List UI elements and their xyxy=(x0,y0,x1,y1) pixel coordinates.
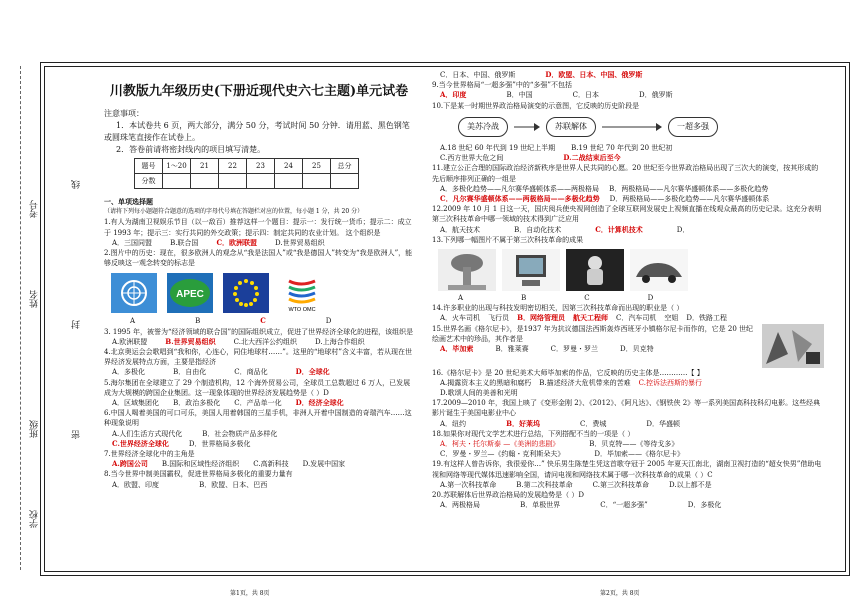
side-school-label: 学校 xyxy=(30,510,40,528)
q10-flow-diagram xyxy=(458,117,824,137)
q13-label-c: C xyxy=(584,294,590,303)
q4-option-d: D．全球化 xyxy=(295,367,330,377)
q15-block xyxy=(432,324,824,368)
q5-option-c: C．产品单一化 xyxy=(234,399,282,408)
question-6: 6.中国人喝着美国的可口可乐，美国人用着韩国的三星手机，非洲人开着中国制造的奇瑞汽车……这种现象说明 xyxy=(104,409,412,428)
q18-option-c: C．罗曼・罗兰—《约翰・克利斯朵夫》 xyxy=(440,450,565,459)
question-8: 8.当今世界中制美国霸权，促进世界格局多极化的重要力量有 xyxy=(104,470,293,479)
flow-node-ussr: 苏联解体 xyxy=(546,117,596,137)
q16-option-b: B.描述经济大危机带来的苦难 xyxy=(539,378,631,387)
apec-logo-image xyxy=(166,272,214,314)
q4-option-b: B．自由化 xyxy=(173,368,207,377)
guernica-painting-image xyxy=(762,324,824,368)
question-15: 15.世界名画《格尔尼卡》，是1937 年为抗议德国法西斯轰炸西班牙小镇格尔尼卡而作的，它是 20 世纪绘画艺术中的珍品，其作者是 xyxy=(432,324,754,343)
q16-options-1 xyxy=(440,378,824,388)
q17-option-b: B．好莱坞 xyxy=(506,418,540,428)
question-16: 16.《格尔尼卡》是 20 世纪美术大师毕加索的作品，它反映的历史主体是…………【 】 xyxy=(432,368,704,377)
score-head-cell: 23 xyxy=(247,159,275,174)
score-cell[interactable] xyxy=(219,174,247,189)
q9-option-d: D．俄罗斯 xyxy=(638,91,673,100)
q14-options xyxy=(440,313,824,323)
q19-option-d: D.以上都不是 xyxy=(669,480,712,489)
q10-option-a: A.18 世纪 60 年代到 19 世纪上半期 xyxy=(440,144,556,153)
wto-text: WTO OMC xyxy=(288,307,316,314)
q3-option-d: D.上海合作组织 xyxy=(314,337,365,346)
right-page xyxy=(432,70,824,511)
question-2: 2.图片中的历史：现在，很多欧洲人的观念从“我是法国人”或“我是德国人”转变为“我是欧洲人”，能够反映这一观念转变的标志是 xyxy=(104,249,413,268)
q15-option-d: D．贝克特 xyxy=(619,345,654,354)
q3-option-c: C.北大西洋公约组织 xyxy=(233,337,297,346)
q20-option-a: A．两极格局 xyxy=(440,501,481,510)
un-logo-image xyxy=(110,272,158,314)
side-seal-1: 密 xyxy=(72,430,82,439)
q14-option-a: A．火车司机 xyxy=(440,314,481,323)
question-13: 13.下列哪一幅图片不属于第三次科技革命的成果 xyxy=(432,235,584,244)
q14-option-c: C．汽车司机 xyxy=(615,314,657,323)
eu-flag-image xyxy=(222,272,270,314)
q1-option-a: A．三国同盟 xyxy=(112,238,153,247)
computer-image xyxy=(502,249,560,291)
q20-option-c: C．“一超多强” xyxy=(600,501,648,510)
arrow-right-icon xyxy=(602,122,662,132)
score-cell[interactable] xyxy=(247,174,275,189)
q18-option-b: B．贝克特——《等待戈多》 xyxy=(589,440,679,449)
q1-option-c: C．欧洲联盟 xyxy=(216,237,258,247)
q6-option-c: C.世界经济全球化 xyxy=(112,438,169,448)
score-head-cell: 总分 xyxy=(331,159,359,174)
q7-options xyxy=(112,459,414,469)
score-row-label: 分数 xyxy=(135,174,163,189)
q15-option-a: A．毕加索 xyxy=(440,344,474,354)
question-14: 14.许多职业的出现与科技发明密切相关，因第三次科技革命而出现的职业是（ ） xyxy=(432,304,684,313)
score-head-cell: 25 xyxy=(303,159,331,174)
question-19: 19.有这样人曾告诉你，我很爱你…” 快乐男生陈楚生凭这首歌夺冠于 2005 年夏天江南北，湖南卫视打造的“超女快男”借助电视和网络等现代媒体迅速影响全国，请问电视和网络技术属于哪一次科技革命的成果（ ）C xyxy=(432,460,822,479)
score-head-cell: 21 xyxy=(191,159,219,174)
q14-option-a2: 飞行员 xyxy=(488,314,510,323)
flow-node-one-super: 一超多强 xyxy=(668,117,718,137)
q2-label-b: B xyxy=(195,317,201,326)
section1-title: 一、单项选择题 xyxy=(104,197,153,206)
score-head-cell: 1～20 xyxy=(163,159,191,174)
q19-option-b: B.第二次科技革命 xyxy=(516,480,573,489)
question-11: 11.建立公正合理的国际政治经济新秩序是世界人民共同的心愿。20 世纪至今世界政治格局出现了三次大的演变，按其形成的先后顺序排列正确的一组是 xyxy=(432,164,819,183)
q7-option-b: B.国际和区域性经济组织 xyxy=(161,460,240,469)
q5-option-a: A．区域集团化 xyxy=(112,399,160,408)
q14-option-d: D．铁路工程 xyxy=(686,314,727,323)
notes-2: 2．答卷前请将密封线内的项目填写清楚。 xyxy=(116,145,266,154)
q20-options xyxy=(440,500,824,510)
q18-option-d: D．毕加索——《格尔尼卡》 xyxy=(594,450,684,459)
score-cell[interactable] xyxy=(303,174,331,189)
q15-option-b: B．雅莱赛 xyxy=(495,345,529,354)
side-number-label: 考号 xyxy=(30,200,40,218)
score-cell[interactable] xyxy=(163,174,191,189)
question-18: 18.如果你对现代文学艺术进行总结，下列搭配不当的一项是（ ） xyxy=(432,429,635,438)
q19-options xyxy=(440,480,824,490)
q7-option-d: D.发展中国家 xyxy=(302,460,346,469)
notes-1: 1．本试卷共 6 页，两大部分，满分 50 分，考试时间 50 分钟．请用蓝、黑色钢笔或圆珠笔直接作在试卷上。 xyxy=(104,121,410,142)
score-head-cell: 22 xyxy=(219,159,247,174)
q20-option-d: D．多极化 xyxy=(687,501,722,510)
q9-option-a: A．印度 xyxy=(440,90,467,100)
question-10: 10.下是某一时期世界政治格局演变的示意图，它反映的历史阶段是 xyxy=(432,101,640,110)
q12-option-a: A．航天技术 xyxy=(440,225,481,234)
q11-option-c: C．凡尔赛华盛顿体系——两极格局——多极化趋势 xyxy=(440,194,600,204)
q20-option-b: B．单极世界 xyxy=(520,501,561,510)
q9-option-b: B．中国 xyxy=(506,91,533,100)
question-3: 3. 1995 年，被誉为“经济领域的联合国”的国际组织成立，促进了世界经济全球化的进程，该组织是 xyxy=(104,327,414,336)
question-9: 9.当今世界格局“一超多强”中的“多强”不包括 xyxy=(432,81,572,90)
flow-node-cold-war: 美苏冷战 xyxy=(458,117,508,137)
q8-option-d: D．欧盟、日本、中国、俄罗斯 xyxy=(545,70,643,79)
section1-note: （请将下列每小题题符合题意的选项的字母代号填在答题栏对应的位置，每小题 1 分，共 20 分） xyxy=(104,208,364,216)
q18-options-2 xyxy=(440,449,824,459)
q6-option-a: A.人们生活方式现代化 xyxy=(112,429,183,438)
question-12: 12.2009 年 10 月 1 日这一天，国庆阅兵使央视网创造了全球互联网发展史上视频直播在线观众最高的历史记录。这充分表明第三次科技革命中哪一领域的技术得到广泛应用 xyxy=(432,205,822,224)
wto-logo-image xyxy=(278,272,326,314)
exam-title: 川教版九年级历史(下册近现代史六七主题)单元试卷 xyxy=(109,84,409,99)
q14-option-b: B．网络管理员 xyxy=(517,313,565,323)
q17-option-a: A．纽约 xyxy=(440,419,467,428)
q2-label-c: C xyxy=(260,316,266,326)
score-cell[interactable] xyxy=(191,174,219,189)
q3-options xyxy=(112,337,414,347)
q13-images xyxy=(438,249,824,291)
question-5: 5.海尔集团在全球建立了 29 个制造机构，12 个海外贸易公司，全球员工总数超过 6 万人，已发展成为大规模的跨国企业集团。这一现象体现的世界经济发展趋势是（ ）D xyxy=(104,378,411,397)
q5-option-b: B．政治多极化 xyxy=(173,399,221,408)
q14-option-c2: 空姐 xyxy=(664,314,679,323)
q17-option-d: D．华盛顿 xyxy=(646,419,680,428)
score-head-cell: 24 xyxy=(275,159,303,174)
left-page xyxy=(104,66,414,490)
q13-label-b: B xyxy=(521,294,527,303)
q16-option-d: D.歌颂人间的美善和光明 xyxy=(440,389,518,398)
q13-labels xyxy=(458,293,824,303)
q2-images xyxy=(110,272,414,314)
q5-option-d: D．经济全球化 xyxy=(295,398,344,408)
q17-options xyxy=(440,419,824,429)
q13-label-a: A xyxy=(458,294,464,303)
footer-right-page-number: 第2页，共 8页 xyxy=(600,590,640,597)
q6-options-2 xyxy=(112,439,414,449)
q13-label-d: D xyxy=(647,294,654,303)
q10-option-d: D.二战结束后至今 xyxy=(563,153,621,163)
astronaut-image xyxy=(566,249,624,291)
q8-options-cont xyxy=(440,70,824,80)
q1-option-d: D.世界贸易组织 xyxy=(275,238,325,247)
q2-label-d: D xyxy=(325,317,332,326)
q10-option-b: B.19 世纪 70 年代到 20 世纪初 xyxy=(571,144,673,153)
q3-option-a: A.欧洲联盟 xyxy=(112,337,148,346)
q12-options xyxy=(440,225,824,235)
q11-option-a: A．多极化趋势——凡尔赛华盛顿体系——两极格局 xyxy=(440,184,600,193)
score-table xyxy=(134,158,359,189)
q16-options-2 xyxy=(440,388,824,398)
footer-left-page-number: 第1页，共 8页 xyxy=(230,590,270,597)
q11-option-d: D．两极格局——多极化趋势——凡尔赛华盛顿体系 xyxy=(609,195,770,204)
q12-option-d: D． xyxy=(676,225,690,234)
q1-option-b: B.联合国 xyxy=(170,238,199,247)
q10-option-c: C.西方世界大危之间 xyxy=(440,154,504,163)
q11-options-2 xyxy=(440,194,824,204)
apec-text: APEC xyxy=(176,289,204,301)
q14-option-b2: 航天工程师 xyxy=(572,313,608,323)
q6-option-d: D．世界格局多极化 xyxy=(188,439,251,448)
q8-option-b: B．欧盟、日本、巴西 xyxy=(199,480,268,489)
q19-option-a: A.第一次科技革命 xyxy=(440,480,497,489)
car-image xyxy=(630,249,688,291)
q12-option-c: C．计算机技术 xyxy=(595,224,643,234)
q18-options-1 xyxy=(440,439,824,449)
q15-options xyxy=(440,344,756,354)
side-class-label: 班级 xyxy=(30,420,40,438)
q8-option-a: A．欧盟、印度 xyxy=(112,480,160,489)
seal-dashed-line xyxy=(20,66,21,570)
question-4: 4.北京奥运会会歌唱到“我和你，心连心，同住地球村……”。这里的“地球村”含义丰富，若从现在世界经济发展特点方面，主要是指经济 xyxy=(104,348,412,367)
question-7: 7.世界经济全球化中的主角是 xyxy=(104,450,195,459)
notes-head: 注意事项： xyxy=(104,109,144,118)
q4-option-c: C．商品化 xyxy=(234,368,268,377)
q5-options xyxy=(112,398,414,408)
q6-option-b: B．社会物质产品多样化 xyxy=(202,429,278,438)
q12-option-b: B．自动化技术 xyxy=(514,225,562,234)
atomic-bomb-image xyxy=(438,249,496,291)
question-1: 1.有人为湖南卫视娱乐节目（以一敌百）推荐这样一个题目：提示一：发行统一货币；提示二：成立于 1993 年；提示三：实行共同的外交政策；提示四：制定共同的农业计划。 这个组织是 xyxy=(104,218,412,237)
q19-option-c: C.第三次科技革命 xyxy=(592,480,649,489)
q15-option-c: C．罗曼・罗兰 xyxy=(550,345,598,354)
q1-options xyxy=(112,238,414,248)
q7-option-a: A.跨国公司 xyxy=(112,459,148,469)
side-name-label: 姓名 xyxy=(30,290,40,308)
q11-options-1 xyxy=(440,184,824,194)
q7-option-c: C.高新科技 xyxy=(253,460,289,469)
score-cell[interactable] xyxy=(275,174,303,189)
score-cell[interactable] xyxy=(331,174,359,189)
arrow-right-icon xyxy=(514,122,540,132)
q4-option-a: A．多极化 xyxy=(112,368,146,377)
q16-option-a: A.揭露资本主义的黑暗和腐朽 xyxy=(440,378,532,387)
question-20: 20.苏联解体后世界政治格局的发展趋势是（ ）D xyxy=(432,491,584,500)
q8-option-c: C．日本、中国、俄罗斯 xyxy=(440,71,516,79)
q10-options-2 xyxy=(440,153,824,163)
q18-option-a: A．柯夫・托尔斯泰 —《美洲的悲剧》 xyxy=(440,440,560,449)
q9-option-c: C．日本 xyxy=(572,91,599,100)
q8-options xyxy=(112,480,414,490)
q17-option-c: C．费城 xyxy=(579,419,607,428)
q16-option-c: C.控诉法西斯的暴行 xyxy=(638,378,702,387)
q4-options xyxy=(112,367,414,377)
q2-label-a: A xyxy=(130,317,136,326)
q3-option-b: B.世界贸易组织 xyxy=(165,336,216,346)
q9-options xyxy=(440,90,824,100)
q6-options-1 xyxy=(112,429,414,439)
side-line: 线 xyxy=(72,180,82,189)
score-head-cell: 题号 xyxy=(135,159,163,174)
q11-option-b: B．两极格局——凡尔赛华盛顿体系——多极化趋势 xyxy=(609,184,769,193)
question-17: 17.2009—2010 年，我国上映了《变形金刚 2》、《2012》、《阿凡达》、《钢铁侠 2》等一系列美国高科技科幻电影。这些经典影片诞生于美国电影业中心 xyxy=(432,399,821,418)
side-seal-2: 封 xyxy=(72,320,82,329)
q10-options-1 xyxy=(440,143,824,153)
q2-labels xyxy=(130,316,414,326)
